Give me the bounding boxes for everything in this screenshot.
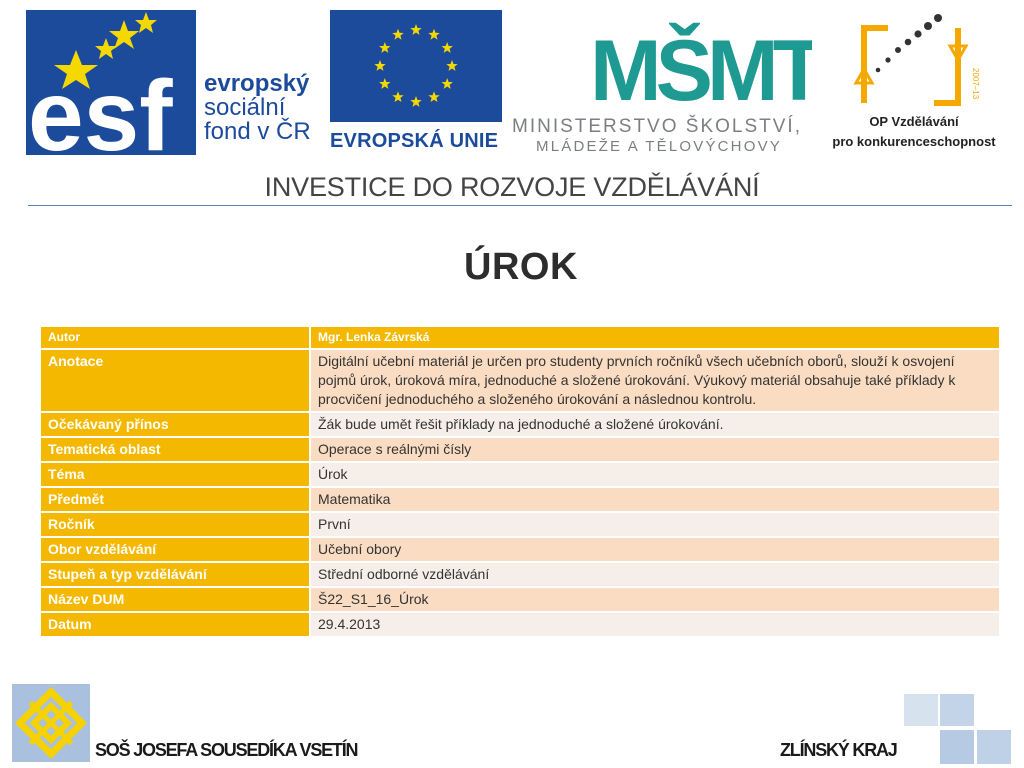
op-line-1: OP Vzdělávání [869,114,959,129]
esf-logo [26,10,316,155]
eu-star-icon [379,42,390,53]
eu-star-icon [446,60,457,71]
table-row [41,327,999,349]
slide-title: ÚROK [464,246,578,288]
row-label: Stupeň a typ vzdělávání [41,562,310,587]
row-value: Operace s reálnými čísly [310,437,999,462]
table-row [41,487,999,512]
eu-star-icon [392,29,403,40]
esf-mark-icon [26,10,206,155]
msmt-mark-text: MŠMT [590,23,812,114]
row-value: 29.4.2013 [310,612,999,637]
row-label: Ročník [41,512,310,537]
row-label: Tematická oblast [41,437,310,462]
eu-star-icon [442,78,453,89]
eu-flag-icon [330,10,502,122]
eu-star-icon [410,24,421,35]
row-value: Matematika [310,487,999,512]
eu-star-icon [379,78,390,89]
row-value: Digitální učební materiál je určen pro studenty prvních ročníků všech učebních oborů, slouží k osvojení pojmů úrok, úroková míra, jednoduché a složené úrokování. Výukový materiál obsahuje také příklady k procvičení jednoduchého a složeného úrokování a následnou kontrolu. [310,349,999,412]
table-row [41,349,999,412]
eu-star-icon [392,91,403,102]
deco-square [904,694,938,726]
row-label: Téma [41,462,310,487]
table-row [41,412,999,437]
deco-square [940,730,974,764]
msmt-line-2: MLÁDEŽE A TĚLOVÝCHOVY [536,138,782,155]
op-mark-icon [818,8,1010,112]
table-row [41,612,999,637]
header-tagline: INVESTICE DO ROZVOJE VZDĚLÁVÁNÍ [264,172,760,202]
eu-label: EVROPSKÁ UNIE [330,130,499,152]
eu-star-icon [428,29,439,40]
op-line-2: pro konkurenceschopnost [832,134,996,149]
row-value: Mgr. Lenka Závrská [310,327,999,349]
eu-star-icon [374,60,385,71]
row-value: Učební obory [310,537,999,562]
footer-region: ZLÍNSKÝ KRAJ [780,740,897,760]
eu-star-icon [442,42,453,53]
msmt-logo [512,8,812,158]
eu-logo [330,10,502,155]
table-row [41,537,999,562]
table-row [41,462,999,487]
row-label: Předmět [41,487,310,512]
header-divider [28,205,1012,206]
table-row [41,562,999,587]
school-logo-icon [12,684,90,762]
table-row [41,512,999,537]
row-value: Úrok [310,462,999,487]
row-label: Anotace [41,349,310,412]
esf-wordmark [204,72,311,144]
eu-star-icon [410,96,421,107]
row-label: Obor vzdělávání [41,537,310,562]
footer-school: SOŠ JOSEFA SOUSEDÍKA VSETÍN [95,740,358,760]
row-value: První [310,512,999,537]
table-row [41,587,999,612]
row-label: Název DUM [41,587,310,612]
metadata-table [41,327,999,638]
esf-line-2: sociální [204,94,286,121]
row-label: Autor [41,327,310,349]
row-label: Očekávaný přínos [41,412,310,437]
row-value: Š22_S1_16_Úrok [310,587,999,612]
row-label: Datum [41,612,310,637]
msmt-mark-icon [512,8,812,114]
row-value: Žák bude umět řešit příklady na jednoduché a složené úrokování. [310,412,999,437]
esf-mark-text: esf [28,60,173,155]
esf-line-3: fond v ČR [204,118,311,145]
op-logo [818,8,1010,158]
deco-square [940,694,974,726]
msmt-line-1: MINISTERSTVO ŠKOLSTVÍ, [512,116,802,137]
table-row [41,437,999,462]
row-value: Střední odborné vzdělávání [310,562,999,587]
deco-square [977,730,1011,764]
eu-star-icon [428,91,439,102]
esf-line-1: evropský [204,70,310,97]
op-years: 2007–13 [971,68,980,100]
